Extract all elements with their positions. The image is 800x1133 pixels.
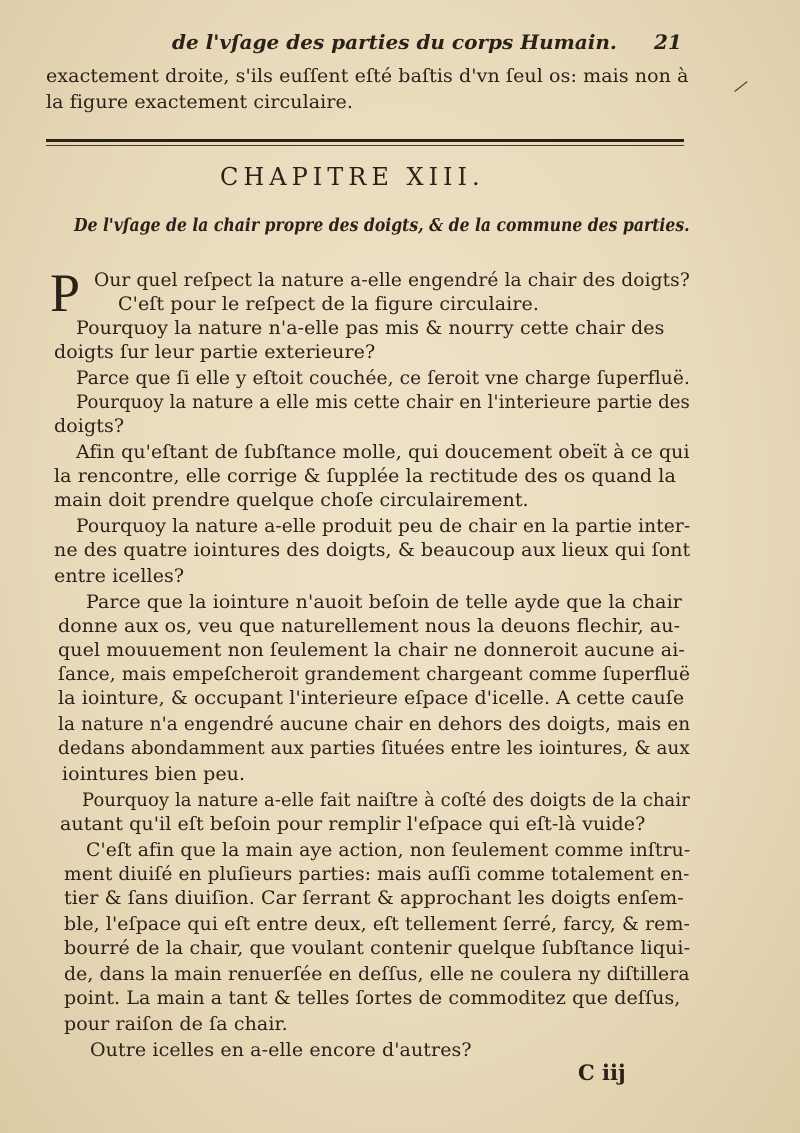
text-line: exactement droite, s'ils euſſent eſté baſtis d'vn ſeul os: mais non à — [46, 65, 689, 87]
page-number: 21 — [654, 30, 682, 54]
text-line: la iointure, & occupant l'interieure eſpace d'icelle. A cette cauſe — [58, 687, 685, 709]
text-line: Pourquoy la nature a-elle fait naiſtre à coſté des doigts de la chair — [82, 789, 690, 811]
text-line: C'eſt pour le reſpect de la figure circulaire. — [118, 293, 540, 315]
chapter-subtitle: De l'vſage de la chair propre des doigts, & de la commune des parties. — [74, 216, 690, 236]
text-line: ſance, mais empeſcheroit grandement chargeant comme ſuperfluë — [58, 663, 691, 685]
text-line: la figure exactement circulaire. — [46, 91, 354, 113]
text-line: main doit prendre quelque choſe circulairement. — [54, 489, 529, 511]
text-line: point. La main a tant & telles ſortes de commoditez que deſſus, — [64, 987, 681, 1009]
section-rule — [46, 139, 684, 142]
text-line: Afin qu'eſtant de ſubſtance molle, qui doucement obeït à ce qui — [76, 441, 690, 463]
drop-cap: P — [50, 263, 81, 323]
text-line: ble, l'eſpace qui eſt entre deux, eſt tellement ſerré, farcy, & rem- — [64, 913, 690, 935]
text-line: Pourquoy la nature a-elle produit peu de chair en la partie inter- — [76, 515, 691, 537]
text-line: Outre icelles en a-elle encore d'autres? — [90, 1039, 472, 1061]
text-line: ne des quatre iointures des doigts, & beaucoup aux lieux qui ſont — [54, 539, 691, 561]
text-line: dedans abondamment aux parties ſituées entre les iointures, & aux — [58, 737, 690, 759]
text-line: bourré de la chair, que voulant contenir quelque ſubſtance liqui- — [64, 937, 691, 959]
text-line: Parce que la iointure n'auoit beſoin de telle ayde que la chair — [86, 591, 682, 613]
text-line: quel mouuement non ſeulement la chair ne donneroit aucune ai- — [58, 639, 685, 661]
text-line: Pourquoy la nature a elle mis cette chair en l'interieure partie des — [76, 391, 690, 413]
text-line: la nature n'a engendré aucune chair en dehors des doigts, mais en — [58, 713, 691, 735]
text-line: Parce que ſi elle y eſtoit couchée, ce ſeroit vne charge ſuperfluë. — [76, 367, 690, 389]
text-line: la rencontre, elle corrige & ſupplée la rectitude des os quand la — [54, 465, 676, 487]
text-line: Our quel reſpect la nature a-elle engendré la chair des doigts? — [94, 269, 690, 291]
text-line: doigts ſur leur partie exterieure? — [54, 341, 376, 363]
margin-mark — [734, 81, 747, 92]
running-title: de l'vſage des parties du corps Humain. — [172, 30, 617, 54]
text-line: doigts? — [54, 415, 125, 437]
text-line: tier & ſans diuiſion. Car ſerrant & approchant les doigts enſem- — [64, 887, 684, 909]
text-line: C'eſt afin que la main aye action, non ſeulement comme inſtru- — [86, 839, 691, 861]
text-line: Pourquoy la nature n'a-elle pas mis & nourry cette chair des — [76, 317, 665, 339]
chapter-title: CHAPITRE XIII. — [220, 163, 485, 191]
signature-mark: C iij — [578, 1060, 626, 1085]
text-line: ment diuiſé en pluſieurs parties: mais auſſi comme totalement en- — [64, 863, 690, 885]
text-line: de, dans la main renuerſée en deſſus, elle ne coulera ny diſtillera — [64, 963, 690, 985]
text-line: entre icelles? — [54, 565, 185, 587]
section-rule-thin — [46, 145, 684, 146]
text-line: iointures bien peu. — [62, 763, 246, 785]
text-line: donne aux os, veu que naturellement nous la deuons flechir, au- — [58, 615, 681, 637]
text-line: autant qu'il eſt beſoin pour remplir l'eſpace qui eſt-là vuide? — [60, 813, 646, 835]
text-line: pour raiſon de ſa chair. — [64, 1013, 288, 1035]
